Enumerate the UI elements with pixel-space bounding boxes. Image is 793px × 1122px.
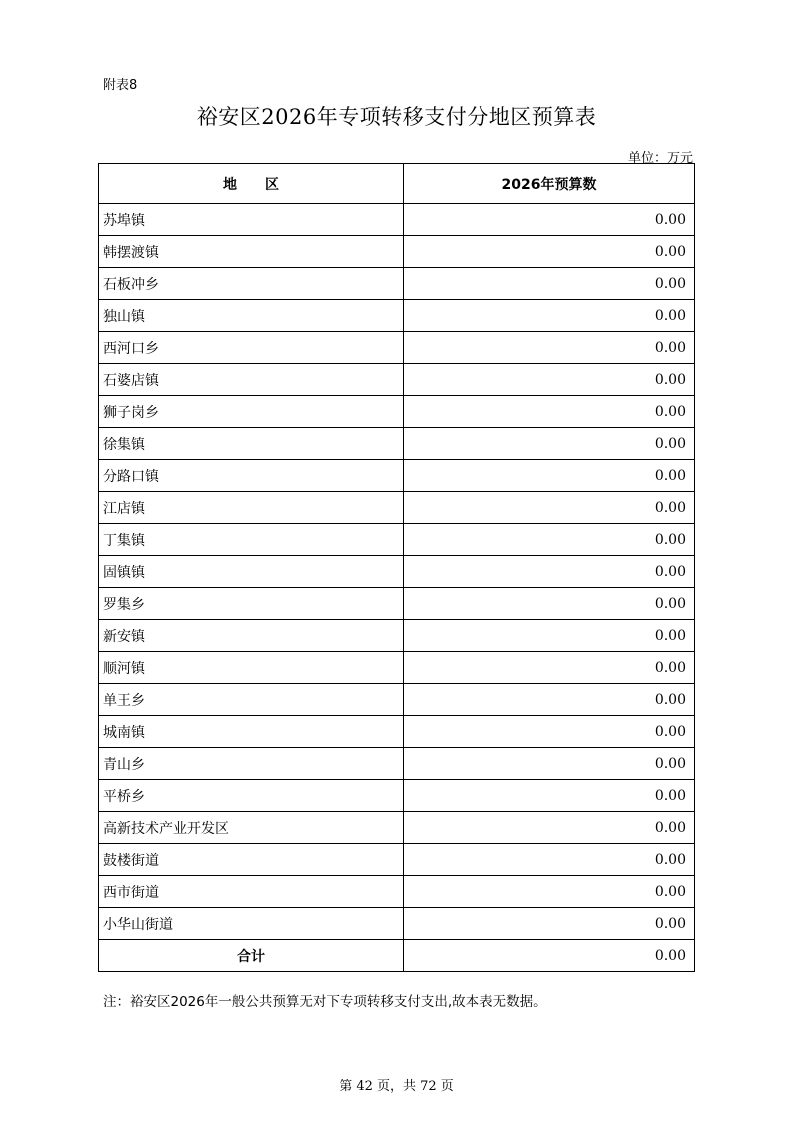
budget-value: 0.00 bbox=[404, 844, 695, 876]
table-row bbox=[99, 620, 695, 652]
budget-value: 0.00 bbox=[404, 684, 695, 716]
table-row bbox=[99, 460, 695, 492]
table-row bbox=[99, 748, 695, 780]
region-name: 小华山街道 bbox=[99, 908, 404, 940]
header-region: 地 区 bbox=[99, 164, 404, 204]
budget-table bbox=[98, 163, 695, 972]
region-name: 韩摆渡镇 bbox=[99, 236, 404, 268]
budget-value: 0.00 bbox=[404, 748, 695, 780]
table-row bbox=[99, 908, 695, 940]
region-name: 罗集乡 bbox=[99, 588, 404, 620]
table-row bbox=[99, 556, 695, 588]
budget-value: 0.00 bbox=[404, 268, 695, 300]
budget-value: 0.00 bbox=[404, 236, 695, 268]
region-name: 西河口乡 bbox=[99, 332, 404, 364]
region-name: 单王乡 bbox=[99, 684, 404, 716]
budget-value: 0.00 bbox=[404, 812, 695, 844]
budget-value: 0.00 bbox=[404, 588, 695, 620]
table-row bbox=[99, 428, 695, 460]
table-note: 注：裕安区2026年一般公共预算无对下专项转移支付支出,故本表无数据。 bbox=[103, 994, 547, 1010]
region-name: 固镇镇 bbox=[99, 556, 404, 588]
budget-value: 0.00 bbox=[404, 524, 695, 556]
region-name: 鼓楼街道 bbox=[99, 844, 404, 876]
page-footer: 第 42 页，共 72 页 bbox=[339, 1079, 454, 1094]
table-row bbox=[99, 300, 695, 332]
table-row bbox=[99, 844, 695, 876]
table-row bbox=[99, 716, 695, 748]
region-name: 顺河镇 bbox=[99, 652, 404, 684]
region-name: 城南镇 bbox=[99, 716, 404, 748]
budget-value: 0.00 bbox=[404, 364, 695, 396]
region-name: 平桥乡 bbox=[99, 780, 404, 812]
region-name: 分路口镇 bbox=[99, 460, 404, 492]
region-name: 徐集镇 bbox=[99, 428, 404, 460]
region-name: 石板冲乡 bbox=[99, 268, 404, 300]
region-name: 高新技术产业开发区 bbox=[99, 812, 404, 844]
table-row bbox=[99, 396, 695, 428]
attachment-label: 附表8 bbox=[103, 78, 138, 93]
budget-value: 0.00 bbox=[404, 556, 695, 588]
unit-label: 单位：万元 bbox=[627, 151, 693, 166]
region-name: 青山乡 bbox=[99, 748, 404, 780]
budget-value: 0.00 bbox=[404, 460, 695, 492]
table-row bbox=[99, 812, 695, 844]
region-name: 丁集镇 bbox=[99, 524, 404, 556]
budget-value: 0.00 bbox=[404, 908, 695, 940]
table-header-row bbox=[99, 164, 695, 204]
region-name: 独山镇 bbox=[99, 300, 404, 332]
table-row bbox=[99, 524, 695, 556]
table-row bbox=[99, 204, 695, 236]
budget-value: 0.00 bbox=[404, 428, 695, 460]
table-row bbox=[99, 332, 695, 364]
total-label: 合计 bbox=[99, 940, 404, 972]
budget-value: 0.00 bbox=[404, 204, 695, 236]
table-row bbox=[99, 780, 695, 812]
page-title: 裕安区2026年专项转移支付分地区预算表 bbox=[196, 105, 597, 129]
budget-value: 0.00 bbox=[404, 780, 695, 812]
budget-value: 0.00 bbox=[404, 876, 695, 908]
header-budget: 2026年预算数 bbox=[404, 164, 695, 204]
budget-value: 0.00 bbox=[404, 652, 695, 684]
table-row bbox=[99, 876, 695, 908]
region-name: 江店镇 bbox=[99, 492, 404, 524]
table-row bbox=[99, 268, 695, 300]
total-row bbox=[99, 940, 695, 972]
budget-value: 0.00 bbox=[404, 300, 695, 332]
budget-value: 0.00 bbox=[404, 492, 695, 524]
budget-value: 0.00 bbox=[404, 396, 695, 428]
budget-value: 0.00 bbox=[404, 716, 695, 748]
table-row bbox=[99, 492, 695, 524]
table-row bbox=[99, 364, 695, 396]
table-row bbox=[99, 236, 695, 268]
region-name: 西市街道 bbox=[99, 876, 404, 908]
budget-value: 0.00 bbox=[404, 332, 695, 364]
region-name: 苏埠镇 bbox=[99, 204, 404, 236]
total-value: 0.00 bbox=[404, 940, 695, 972]
region-name: 石婆店镇 bbox=[99, 364, 404, 396]
table-row bbox=[99, 588, 695, 620]
region-name: 新安镇 bbox=[99, 620, 404, 652]
table-row bbox=[99, 652, 695, 684]
budget-value: 0.00 bbox=[404, 620, 695, 652]
region-name: 狮子岗乡 bbox=[99, 396, 404, 428]
table-row bbox=[99, 684, 695, 716]
